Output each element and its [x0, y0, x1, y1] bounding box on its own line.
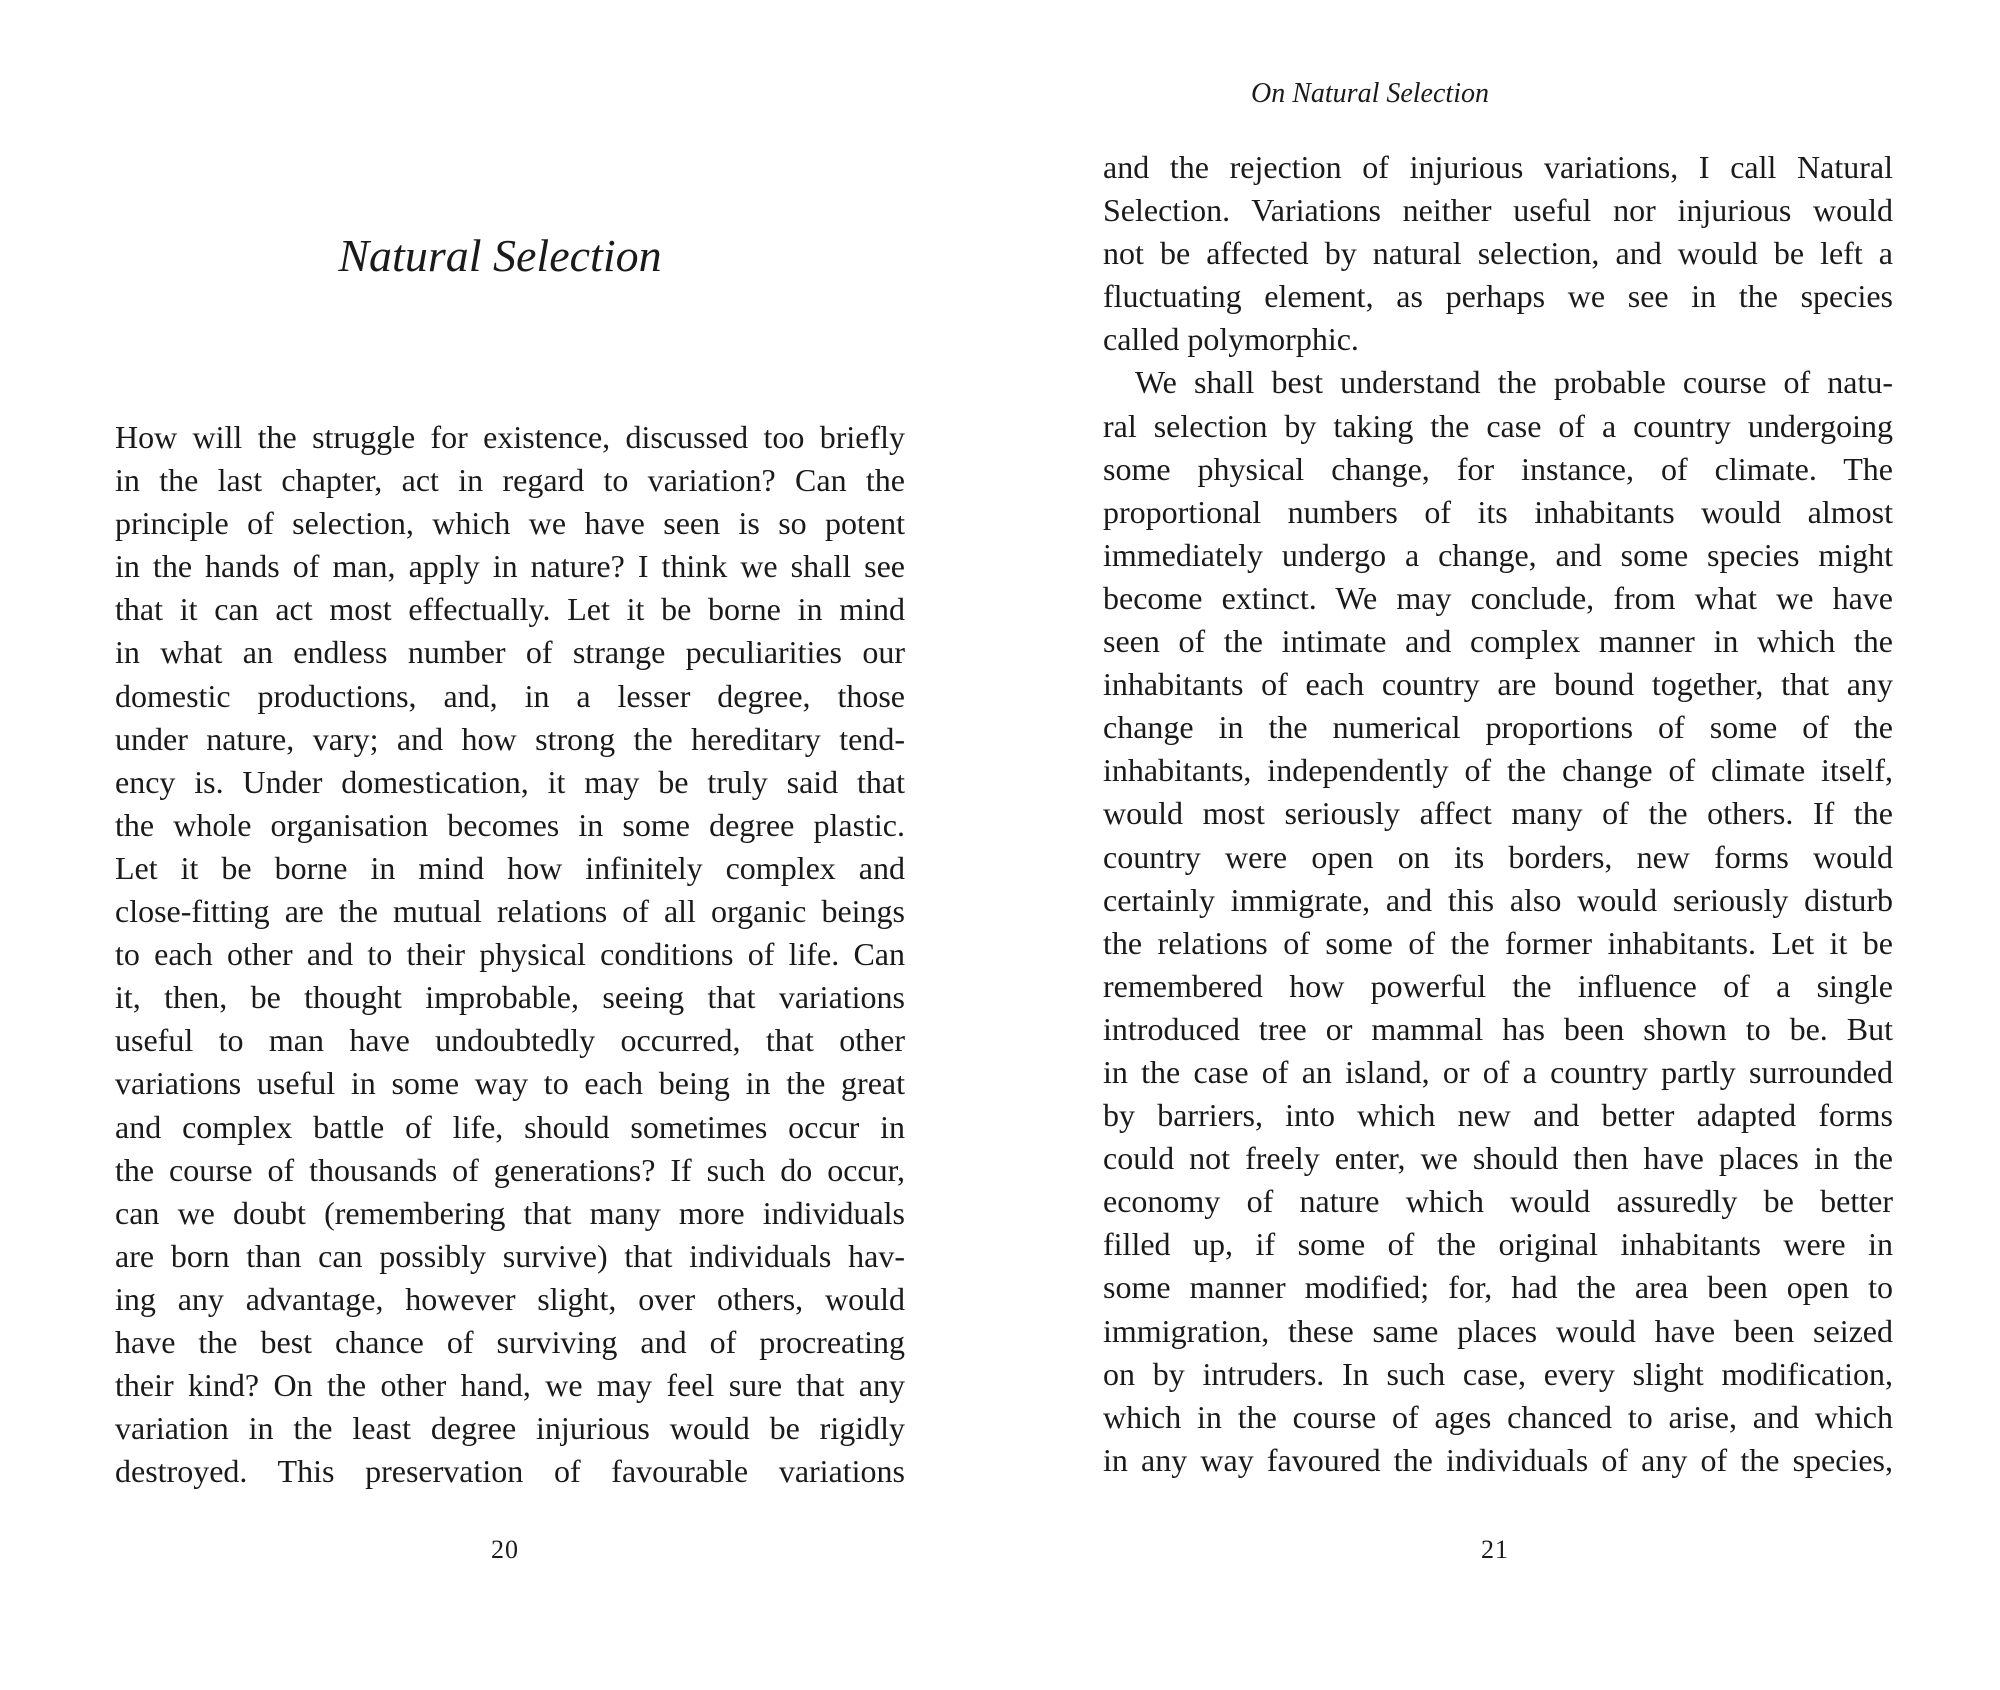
- body-line: country were open on its borders, new forms would: [1103, 838, 1893, 875]
- chapter-title: Natural Selection: [338, 230, 662, 281]
- body-line: the course of thousands of generations? If such do occur,: [115, 1151, 905, 1188]
- page-number-right: 21: [1481, 1535, 1509, 1564]
- body-line: in the case of an island, or of a country partly surrounded: [1103, 1053, 1893, 1090]
- body-line: Let it be borne in mind how infinitely complex and: [115, 849, 905, 886]
- body-line: seen of the intimate and complex manner in which the: [1103, 623, 1893, 660]
- body-line: change in the numerical proportions of some of the: [1103, 709, 1893, 746]
- body-line: are born than can possibly survive) that individuals hav-: [115, 1237, 905, 1274]
- body-line: fluctuating element, as perhaps we see in the species: [1103, 278, 1893, 315]
- body-line: would most seriously affect many of the others. If the: [1103, 795, 1893, 832]
- body-line: ral selection by taking the case of a country undergoing: [1103, 407, 1893, 444]
- paragraph-end-line: called polymorphic.: [1103, 321, 1359, 358]
- body-line: their kind? On the other hand, we may feel sure that any: [115, 1367, 905, 1404]
- body-line: it, then, be thought improbable, seeing that variations: [115, 979, 905, 1016]
- paragraph-start-line: We shall best understand the probable course of natu-: [1135, 364, 1893, 401]
- body-line: remembered how powerful the influence of a single: [1103, 967, 1893, 1004]
- body-line: destroyed. This preservation of favourable variations: [115, 1453, 905, 1490]
- body-line: can we doubt (remembering that many more individuals: [115, 1194, 905, 1231]
- body-line: in what an endless number of strange peculiarities our: [115, 634, 905, 671]
- body-line: introduced tree or mammal has been shown to be. But: [1103, 1010, 1893, 1047]
- body-line: in the last chapter, act in regard to variation? Can the: [115, 462, 905, 499]
- body-line: not be affected by natural selection, and would be left a: [1103, 235, 1893, 272]
- left-page-body: [115, 416, 905, 1493]
- body-line: certainly immigrate, and this also would seriously disturb: [1103, 881, 1893, 918]
- body-line: inhabitants, independently of the change of climate itself,: [1103, 752, 1893, 789]
- body-line: by barriers, into which new and better adapted forms: [1103, 1097, 1893, 1134]
- body-line: inhabitants of each country are bound together, that any: [1103, 666, 1893, 703]
- body-line: in any way favoured the individuals of any of the species,: [1103, 1441, 1893, 1478]
- body-line: that it can act most effectually. Let it be borne in mind: [115, 591, 905, 628]
- body-line: variations useful in some way to each being in the great: [115, 1065, 905, 1102]
- body-line: immediately undergo a change, and some species might: [1103, 536, 1893, 573]
- body-line: ing any advantage, however slight, over others, would: [115, 1280, 905, 1317]
- page-number-left: 20: [491, 1535, 519, 1564]
- body-line: the whole organisation becomes in some degree plastic.: [115, 806, 905, 843]
- body-line: domestic productions, and, in a lesser degree, those: [115, 677, 905, 714]
- body-line: ency is. Under domestication, it may be truly said that: [115, 763, 905, 800]
- body-line: become extinct. We may conclude, from what we have: [1103, 579, 1893, 616]
- body-line: immigration, these same places would have been seized: [1103, 1312, 1893, 1349]
- body-line: economy of nature which would assuredly be better: [1103, 1183, 1893, 1220]
- body-line: close-fitting are the mutual relations of all organic beings: [115, 893, 905, 930]
- body-line: on by intruders. In such case, every slight modification,: [1103, 1355, 1893, 1392]
- body-line: have the best chance of surviving and of procreating: [115, 1323, 905, 1360]
- running-head: On Natural Selection: [1251, 78, 1489, 109]
- body-line: in the hands of man, apply in nature? I think we shall see: [115, 548, 905, 585]
- body-line: under nature, vary; and how strong the hereditary tend-: [115, 720, 905, 757]
- body-line: useful to man have undoubtedly occurred, that other: [115, 1022, 905, 1059]
- body-line: which in the course of ages chanced to arise, and which: [1103, 1398, 1893, 1435]
- body-line: How will the struggle for existence, discussed too briefly: [115, 419, 905, 455]
- body-line: principle of selection, which we have seen is so potent: [115, 505, 905, 542]
- body-line: proportional numbers of its inhabitants would almost: [1103, 493, 1893, 530]
- body-line: some physical change, for instance, of climate. The: [1103, 450, 1893, 487]
- body-line: to each other and to their physical conditions of life. Can: [115, 936, 905, 973]
- body-line: some manner modified; for, had the area been open to: [1103, 1269, 1893, 1306]
- body-line: filled up, if some of the original inhabitants were in: [1103, 1226, 1893, 1263]
- body-line: and complex battle of life, should sometimes occur in: [115, 1108, 905, 1145]
- right-page-body: [1103, 146, 1893, 1482]
- body-line: could not freely enter, we should then have places in the: [1103, 1140, 1893, 1177]
- body-line: the relations of some of the former inhabitants. Let it be: [1103, 924, 1893, 961]
- body-line: and the rejection of injurious variations, I call Natural: [1103, 149, 1893, 185]
- body-line: variation in the least degree injurious would be rigidly: [115, 1410, 905, 1447]
- body-line: Selection. Variations neither useful nor injurious would: [1103, 192, 1893, 229]
